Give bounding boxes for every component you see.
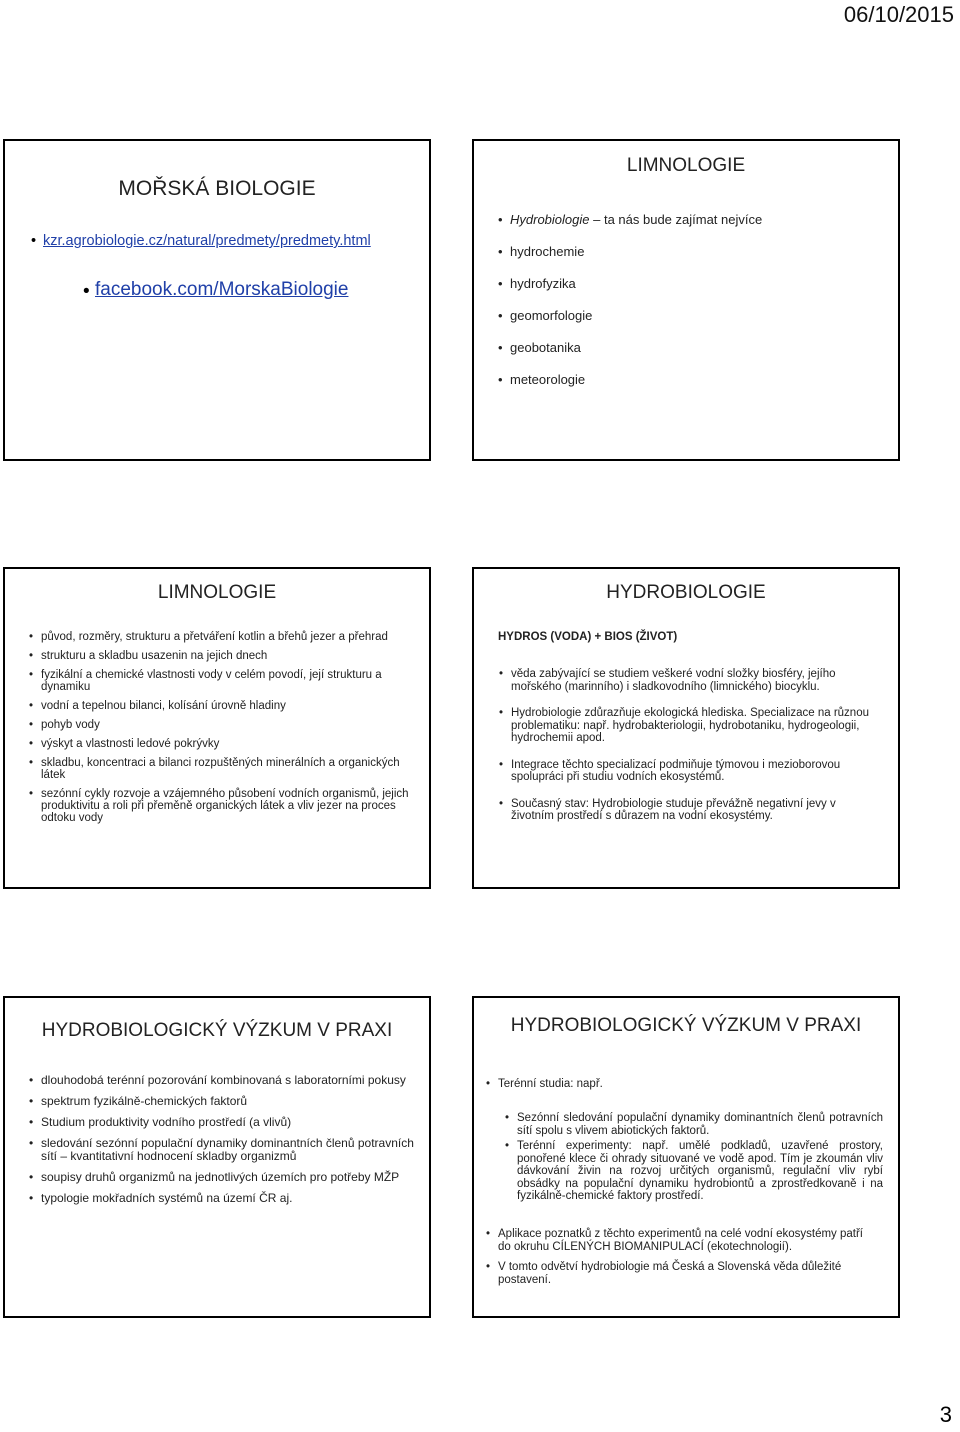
list-item: • pohyb vody xyxy=(41,719,415,731)
list-item: • Integrace těchto specializací podmiňuje týmovou i mezioborovou spolupráci při studiu vodních ekosystémů. xyxy=(511,759,874,784)
list-item: • hydrofyzika xyxy=(510,276,888,292)
slide-heading: HYDROS (VODA) + BIOS (ŽIVOT) xyxy=(498,631,678,643)
list-item: • skladbu, koncentraci a bilanci rozpuštěných minerálních a organických látek xyxy=(41,757,415,781)
list-item: • věda zabývající se studiem veškeré vodní složky biosféry, jejího mořského (marinního) i sladkovodního (limnického) biocyklu. xyxy=(511,668,874,693)
list-item: • původ, rozměry, strukturu a přetváření kotlin a břehů jezer a přehrad xyxy=(41,631,415,643)
page-number: 3 xyxy=(939,1402,952,1427)
emphasis-text: Hydrobiologie xyxy=(510,212,590,227)
slide-title: LIMNOLOGIE xyxy=(626,155,746,176)
slide-hydrobiologie xyxy=(472,567,900,889)
list-item: • sledování sezónní populační dynamiky dominantních členů potravních sítí – kvantitativní hodnocení skladby organizmů xyxy=(41,1137,415,1163)
list-item: • typologie mokřadních systémů na území ČR aj. xyxy=(41,1192,415,1205)
bullet-list xyxy=(510,212,888,404)
list-item: • meteorologie xyxy=(510,372,888,388)
list-item: • vodní a tepelnou bilanci, kolísání úrovně hladiny xyxy=(41,700,415,712)
list-item: • dlouhodobá terénní pozorování kombinovaná s laboratorními pokusy xyxy=(41,1074,415,1087)
list-item: • strukturu a skladbu usazenin na jejich dnech xyxy=(41,650,415,662)
slide-title: HYDROBIOLOGIE xyxy=(606,582,766,603)
bullet-list xyxy=(41,1074,415,1213)
slide-limnologie-2 xyxy=(3,567,431,889)
list-item: • sezónní cykly rozvoje a vzájemného působení vodních organismů, jejich produktivitu a roli při přeměně organických látek a vliv jezer na proces odtoku vody xyxy=(41,788,415,824)
list-item: • Hydrobiologie zdůrazňuje ekologická hlediska. Specializace na různou problematiku: např. hydrobakteriologii, hydrobotaniku, hydrogeologii, hydrochemii apod. xyxy=(511,707,874,745)
list-item: • geobotanika xyxy=(510,340,888,356)
list-item: • výskyt a vlastnosti ledové pokrývky xyxy=(41,738,415,750)
link-list xyxy=(43,233,419,331)
bullet-list xyxy=(41,631,415,831)
list-item: • spektrum fyzikálně-chemických faktorů xyxy=(41,1095,415,1108)
bullet-list xyxy=(511,668,874,837)
list-item: • Současný stav: Hydrobiologie studuje převážně negativní jevy v životním prostředí s důrazem na vodní ekosystémy. xyxy=(511,798,874,823)
list-item: • V tomto odvětví hydrobiologie má Česká a Slovenská věda důležité postavení. xyxy=(498,1261,878,1286)
bullet-list xyxy=(498,1078,878,1099)
list-item: • geomorfologie xyxy=(510,308,888,324)
slide-title: HYDROBIOLOGICKÝ VÝZKUM V PRAXI xyxy=(510,1015,862,1036)
slide-title: HYDROBIOLOGICKÝ VÝZKUM V PRAXI xyxy=(41,1020,393,1041)
sub-list-item: • Terénní experimenty: např. umělé podkladů, uzavřené prostory, ponořené klece či ohrady situované ve vodě apod. Tím je zkoumán vliv dávkování živin na rozvoj určitých organismů, regulační vliv rybí obsádky na populační dynamiku hydrobiontů a zprostředkovaně i na fyzikálně-chemické faktory prostředí. xyxy=(517,1140,883,1203)
slide-vyzkum-praxi-2 xyxy=(472,996,900,1318)
list-item: • soupisy druhů organizmů na jednotlivých územích pro potřeby MŽP xyxy=(41,1171,415,1184)
list-item: • hydrochemie xyxy=(510,244,888,260)
slide-vyzkum-praxi-1 xyxy=(3,996,431,1318)
list-item: • Studium produktivity vodního prostředí (a vlivů) xyxy=(41,1116,415,1129)
slide-morska-biologie xyxy=(3,139,431,461)
sub-bullet-list xyxy=(517,1112,883,1206)
link-facebook[interactable]: • facebook.com/MorskaBiologie xyxy=(95,279,419,301)
list-item: • fyzikální a chemické vlastnosti vody v celém povodí, její strukturu a dynamiku xyxy=(41,669,415,693)
list-item xyxy=(510,212,888,228)
bullet-list xyxy=(498,1228,878,1294)
slide-title: MOŘSKÁ BIOLOGIE xyxy=(118,177,316,200)
sub-list-item: • Sezónní sledování populační dynamiky dominantních členů potravních sítí spolu s vlivem abiotických faktorů. xyxy=(517,1112,883,1137)
link-kzr[interactable]: • kzr.agrobiologie.cz/natural/predmety/predmety.html xyxy=(43,233,419,249)
slide-title: LIMNOLOGIE xyxy=(157,582,277,603)
page-date: 06/10/2015 xyxy=(843,2,954,27)
item-text: – ta nás bude zajímat nejvíce xyxy=(589,212,763,227)
list-item: • Terénní studia: např. xyxy=(498,1078,878,1091)
slide-limnologie-1 xyxy=(472,139,900,461)
list-item: • Aplikace poznatků z těchto experimentů na celé vodní ekosystémy patří do okruhu CÍLENÝCH BIOMANIPULACÍ (ekotechnologií). xyxy=(498,1228,878,1253)
